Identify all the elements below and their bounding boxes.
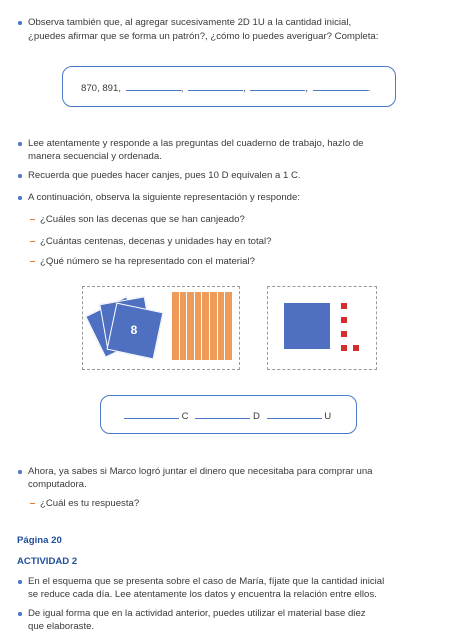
cdu-row — [124, 408, 331, 422]
paragraph-line: En el esquema que se presenta sobre el caso de María, fíjate que la cantidad inicial — [28, 576, 385, 587]
separator: , — [180, 83, 184, 94]
bullet — [18, 196, 22, 200]
pattern-sequence — [81, 80, 370, 94]
answer-box — [100, 395, 357, 434]
paragraph-line: manera secuencial y ordenada. — [28, 151, 162, 162]
pattern-start: 870, 891, — [81, 83, 122, 94]
tens-label: D — [252, 411, 260, 422]
flat-count-label: 8 — [130, 323, 138, 337]
unit-cube — [353, 345, 359, 351]
unit-cube — [341, 317, 347, 323]
paragraph-line: se reduce cada día. Lee atentamente los datos y encuentra la relación entre ellos. — [28, 589, 377, 600]
answer-blank[interactable] — [126, 80, 181, 91]
unit-cube — [341, 331, 347, 337]
separator: , — [305, 83, 309, 94]
ten-rod — [224, 291, 233, 361]
bullet — [18, 21, 22, 25]
paragraph-line: computadora. — [28, 479, 87, 490]
answer-blank[interactable] — [188, 80, 243, 91]
answer-blank[interactable] — [250, 80, 305, 91]
units-label: U — [324, 411, 332, 422]
dash-bullet — [30, 219, 35, 220]
dash-bullet — [30, 503, 35, 504]
paragraph-line: que elaboraste. — [28, 621, 95, 632]
separator: , — [243, 83, 246, 94]
paragraph-line: Ahora, ya sabes si Marco logró juntar el dinero que necesitaba para comprar una — [28, 466, 373, 477]
bullet — [18, 470, 22, 474]
paragraph-line: ¿puedes afirmar que se forma un patrón?, ¿cómo lo puedes averiguar? Completa: — [28, 31, 379, 42]
activity-heading: ACTIVIDAD 2 — [17, 556, 78, 567]
question: ¿Cuál es tu respuesta? — [40, 498, 140, 509]
bullet — [18, 174, 22, 178]
answer-blank[interactable] — [124, 408, 179, 419]
hundreds-label: C — [181, 411, 189, 422]
paragraph-line: Lee atentamente y responde a las preguntas del cuaderno de trabajo, hazlo de — [28, 138, 364, 149]
question: ¿Qué número se ha representado con el material? — [40, 256, 255, 267]
bullet — [18, 612, 22, 616]
bullet — [18, 580, 22, 584]
paragraph-line: De igual forma que en la actividad anterior, puedes utilizar el material base diez — [28, 608, 366, 619]
question: ¿Cuántas centenas, decenas y unidades hay en total? — [40, 236, 272, 247]
dash-bullet — [30, 261, 35, 262]
hundred-flat — [284, 303, 330, 349]
paragraph-line: Observa también que, al agregar sucesivamente 2D 1U a la cantidad inicial, — [28, 17, 352, 28]
page-heading: Página 20 — [17, 535, 62, 546]
pattern-box — [62, 66, 396, 107]
paragraph-line: Recuerda que puedes hacer canjes, pues 10 D equivalen a 1 C. — [28, 170, 301, 181]
answer-blank[interactable] — [195, 408, 250, 419]
dash-bullet — [30, 241, 35, 242]
period: . — [367, 83, 371, 94]
answer-blank[interactable] — [267, 408, 322, 419]
answer-blank[interactable] — [313, 80, 368, 91]
question: ¿Cuáles son las decenas que se han canjeado? — [40, 214, 245, 225]
unit-cube — [341, 303, 347, 309]
paragraph-line: A continuación, observa la siguiente representación y responde: — [28, 192, 300, 203]
unit-cube — [341, 345, 347, 351]
bullet — [18, 142, 22, 146]
